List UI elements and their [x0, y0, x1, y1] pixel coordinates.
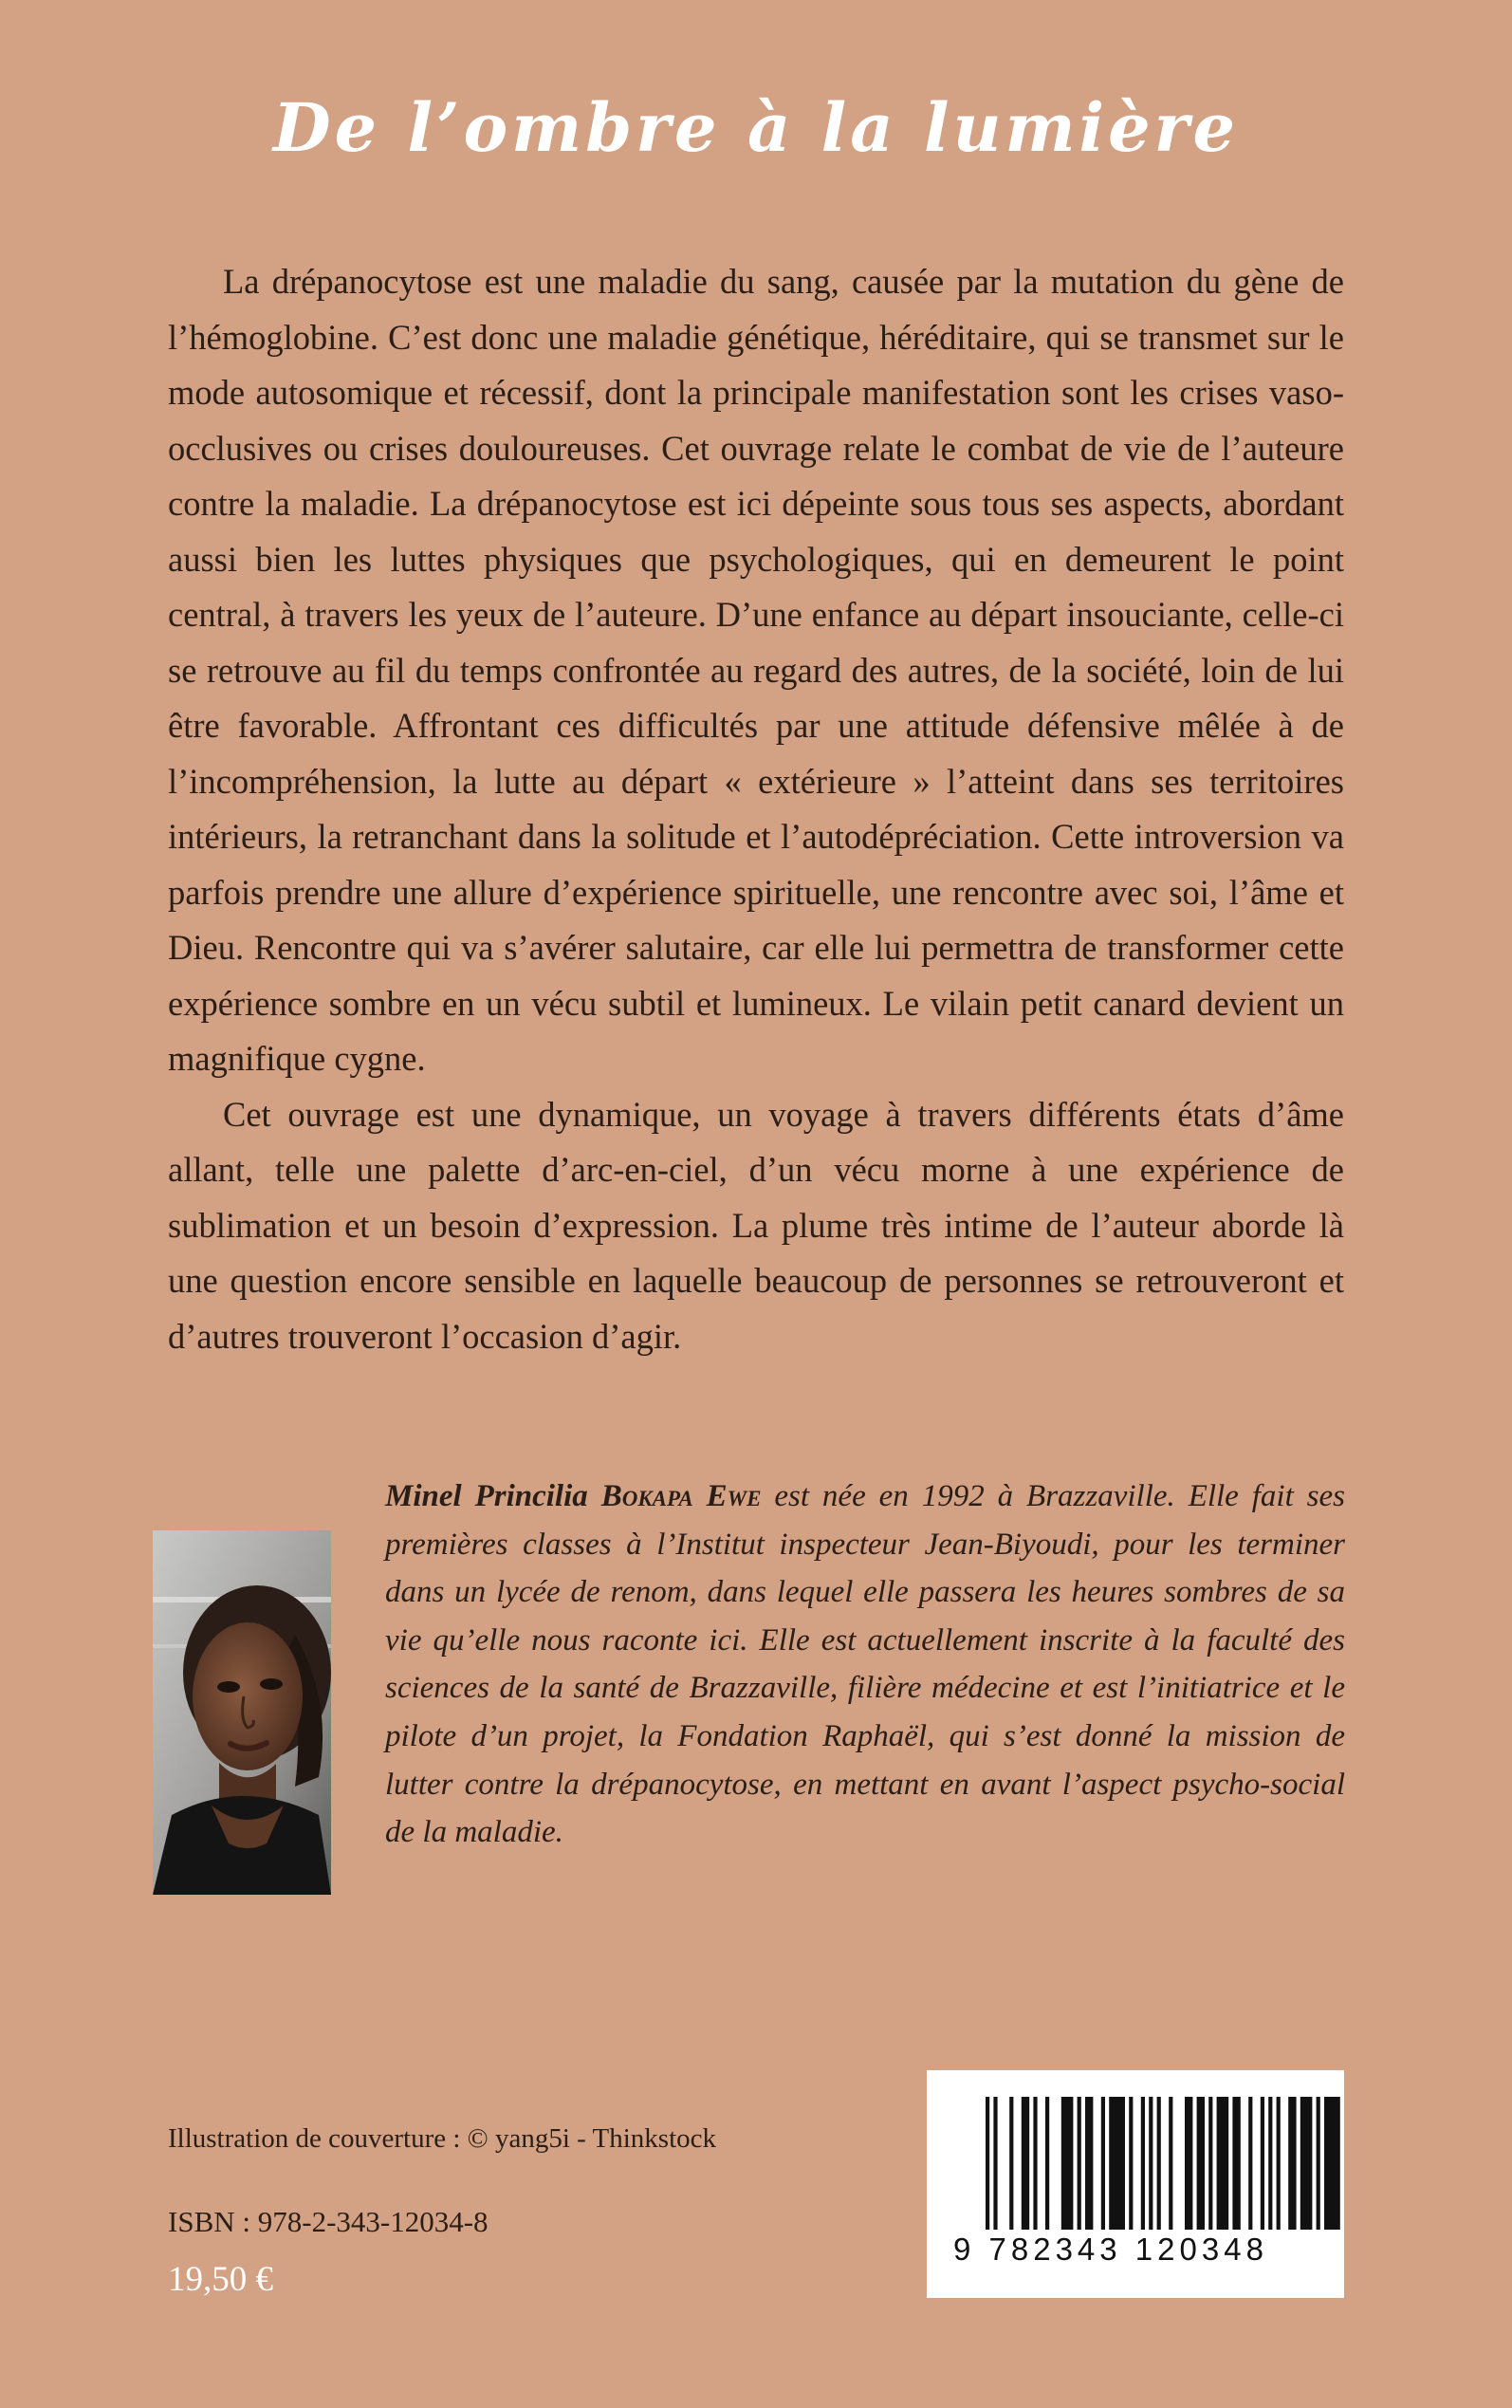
author-bio-text: est née en 1992 à Brazzaville. Elle fait ses premières classes à l’Institut inspecteur Jean-Biyoudi, pour les terminer dans un lycée de renom, dans lequel elle passera les heures sombres de sa vie qu’elle nous raconte ici. Elle est actuellement inscrite à la faculté des sciences de la santé de Brazzaville, filière médecine et est l’initiatrice et le pilote d’un projet, la Fondation Raphaël, qui s’est donné la mission de lutter contre la drépanocytose, en mettant en avant l’aspect psycho-social de la maladie.	[385, 1479, 1346, 1850]
barcode-bar	[1185, 2097, 1192, 2230]
book-title: De l’ombre à la lumière	[272, 88, 1240, 167]
barcode-bar	[1288, 2097, 1296, 2230]
barcode-bar	[1109, 2097, 1125, 2230]
barcode-bar	[1300, 2097, 1313, 2230]
barcode-bar	[1157, 2097, 1161, 2230]
barcode-bar	[1197, 2097, 1205, 2230]
barcode-bar	[1317, 2097, 1320, 2230]
barcode-bar	[1061, 2097, 1074, 2230]
barcode-bar	[1232, 2097, 1240, 2230]
barcode-bar	[1268, 2097, 1272, 2230]
barcode-bar	[1085, 2097, 1093, 2230]
isbn: ISBN : 978-2-343-12034-8	[168, 2205, 489, 2238]
barcode-bar	[1208, 2097, 1212, 2230]
price: 19,50 €	[168, 2260, 273, 2299]
author-bio	[385, 1473, 1345, 1857]
barcode-bar	[1045, 2097, 1049, 2230]
barcode-bar	[1101, 2097, 1105, 2230]
barcode	[927, 2070, 1344, 2298]
author-first-names: Minel Princilia	[385, 1479, 588, 1513]
barcode-bar	[1009, 2097, 1013, 2230]
barcode-bar	[1324, 2097, 1340, 2230]
barcode-bar	[1078, 2097, 1081, 2230]
summary-paragraph-1: La drépanocytose est une maladie du sang, causée par la mutation du gène de l’hémoglobine. C’est donc une maladie génétique, héréditaire, qui se transmet sur le mode autosomique et récessif, dont la principale manifestation sont les crises vaso-occlusives ou crises douloureuses. Cet ouvrage relate le combat de vie de l’auteure contre la maladie. La drépanocytose est ici dépeinte sous tous ses aspects, abordant aussi bien les luttes physiques que psychologiques, qui en demeurent le point central, à travers les yeux de l’auteure. D’une enfance au départ insouciante, celle-ci se retrouve au fil du temps confrontée au regard des autres, de la société, loin de lui être favorable. Affrontant ces difficultés par une attitude défensive mêlée à de l’incompréhension, la lutte au départ « extérieure » l’atteint dans ses territoires intérieurs, la retranchant dans la solitude et l’autodépréciation. Cette introversion va parfois prendre une allure d’expérience spirituelle, une rencontre avec soi, l’âme et Dieu. Rencontre qui va s’avérer salutaire, car elle lui permettra de transformer cette expérience sombre en un vécu subtil et lumineux. Le vilain petit canard devient un magnifique cygne.	[168, 262, 1344, 1078]
barcode-bar	[1033, 2097, 1037, 2230]
summary-paragraph-2: Cet ouvrage est une dynamique, un voyage à travers différents états d’âme allant, telle une palette d’arc-en-ciel, d’un vécu morne à une expérience de sublimation et un besoin d’expression. La plume très intime de l’auteur aborde là une question encore sensible en laquelle beaucoup de personnes se retrouveront et d’autres trouveront l’occasion d’agir.	[168, 1094, 1344, 1356]
barcode-bar	[1261, 2097, 1264, 2230]
cover-credit: Illustration de couverture : © yang5i - Thinkstock	[168, 2123, 717, 2154]
barcode-bar	[1217, 2097, 1229, 2230]
barcode-bar	[986, 2097, 989, 2230]
barcode-bar	[1169, 2097, 1172, 2230]
author-portrait-image	[153, 1530, 331, 1895]
barcode-digits: 9 782343 120348	[953, 2232, 1268, 2267]
barcode-bar	[1022, 2097, 1029, 2230]
barcode-bar	[993, 2097, 997, 2230]
barcode-bar	[1277, 2097, 1281, 2230]
barcode-bar	[1149, 2097, 1152, 2230]
author-photo	[153, 1530, 331, 1895]
barcode-bar	[1141, 2097, 1145, 2230]
book-summary	[168, 254, 1344, 1364]
barcode-bar	[1129, 2097, 1133, 2230]
author-last-name: Bokapa Ewe	[600, 1479, 762, 1513]
barcode-bar	[1248, 2097, 1252, 2230]
